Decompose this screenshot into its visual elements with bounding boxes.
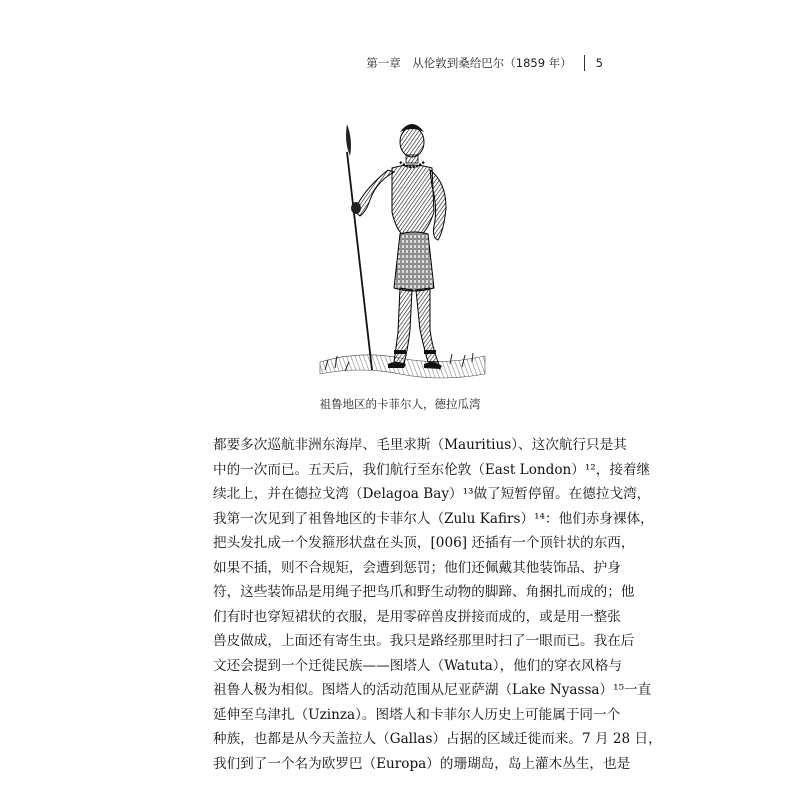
text-line: 我第一次见到了祖鲁地区的卡菲尔人（Zulu Kafirs）¹⁴：他们赤身裸体， [213,510,654,527]
text-line: 延伸至乌津扎（Uzinza）。图塔人和卡菲尔人历史上可能属于同一个 [213,706,621,723]
running-header [366,53,603,73]
text-line: 我们到了一个名为欧罗巴（Europa）的珊瑚岛，岛上灌木丛生，也是 [213,755,631,772]
text-line: 兽皮做成，上面还有寄生虫。我只是路经那里时扫了一眼而已。我在后 [213,633,635,649]
text-line: 文还会提到一个迁徙民族——图塔人（Watuta），他们的穿衣风格与 [213,657,622,674]
text-line: 们有时也穿短裙状的衣服，是用零碎兽皮拼接而成的，或是用一整张 [213,608,621,625]
text-line: 中的一次而已。五天后，我们航行至东伦敦（East London）¹²，接着继 [213,461,651,478]
chapter-title: 第一章 从伦敦到桑给巴尔（1859 年） [366,56,572,70]
text-line: 如果不插，则不合规矩，会遭到惩罚；他们还佩戴其他装饰品、护身 [213,559,621,576]
page-number: 5 [595,56,603,70]
figure-caption: 祖鲁地区的卡菲尔人，德拉瓜湾 [319,397,481,411]
header-divider [584,55,585,71]
text-line: 符，这些装饰品是用绳子把鸟爪和野生动物的脚蹄、角捆扎而成的；他 [213,584,635,600]
body-paragraph [213,433,662,776]
text-line: 种族，也都是从今天盖拉人（Gallas）占据的区域迁徙而来。7 月 28 日， [213,731,662,747]
zulu-kafir-illustration [300,112,500,392]
text-line: 都要多次巡航非洲东海岸、毛里求斯（Mauritius）、这次航行只是其 [213,437,627,453]
text-line: 祖鲁人极为相似。图塔人的活动范围从尼亚萨湖（Lake Nyassa）¹⁵一直 [213,682,652,698]
text-line: 把头发扎成一个发箍形状盘在头顶，[006] 还插有一个顶针状的东西， [213,535,635,551]
engraving-image [300,112,500,392]
text-line: 续北上，并在德拉戈湾（Delagoa Bay）¹³做了短暂停留。在德拉戈湾， [213,486,651,502]
